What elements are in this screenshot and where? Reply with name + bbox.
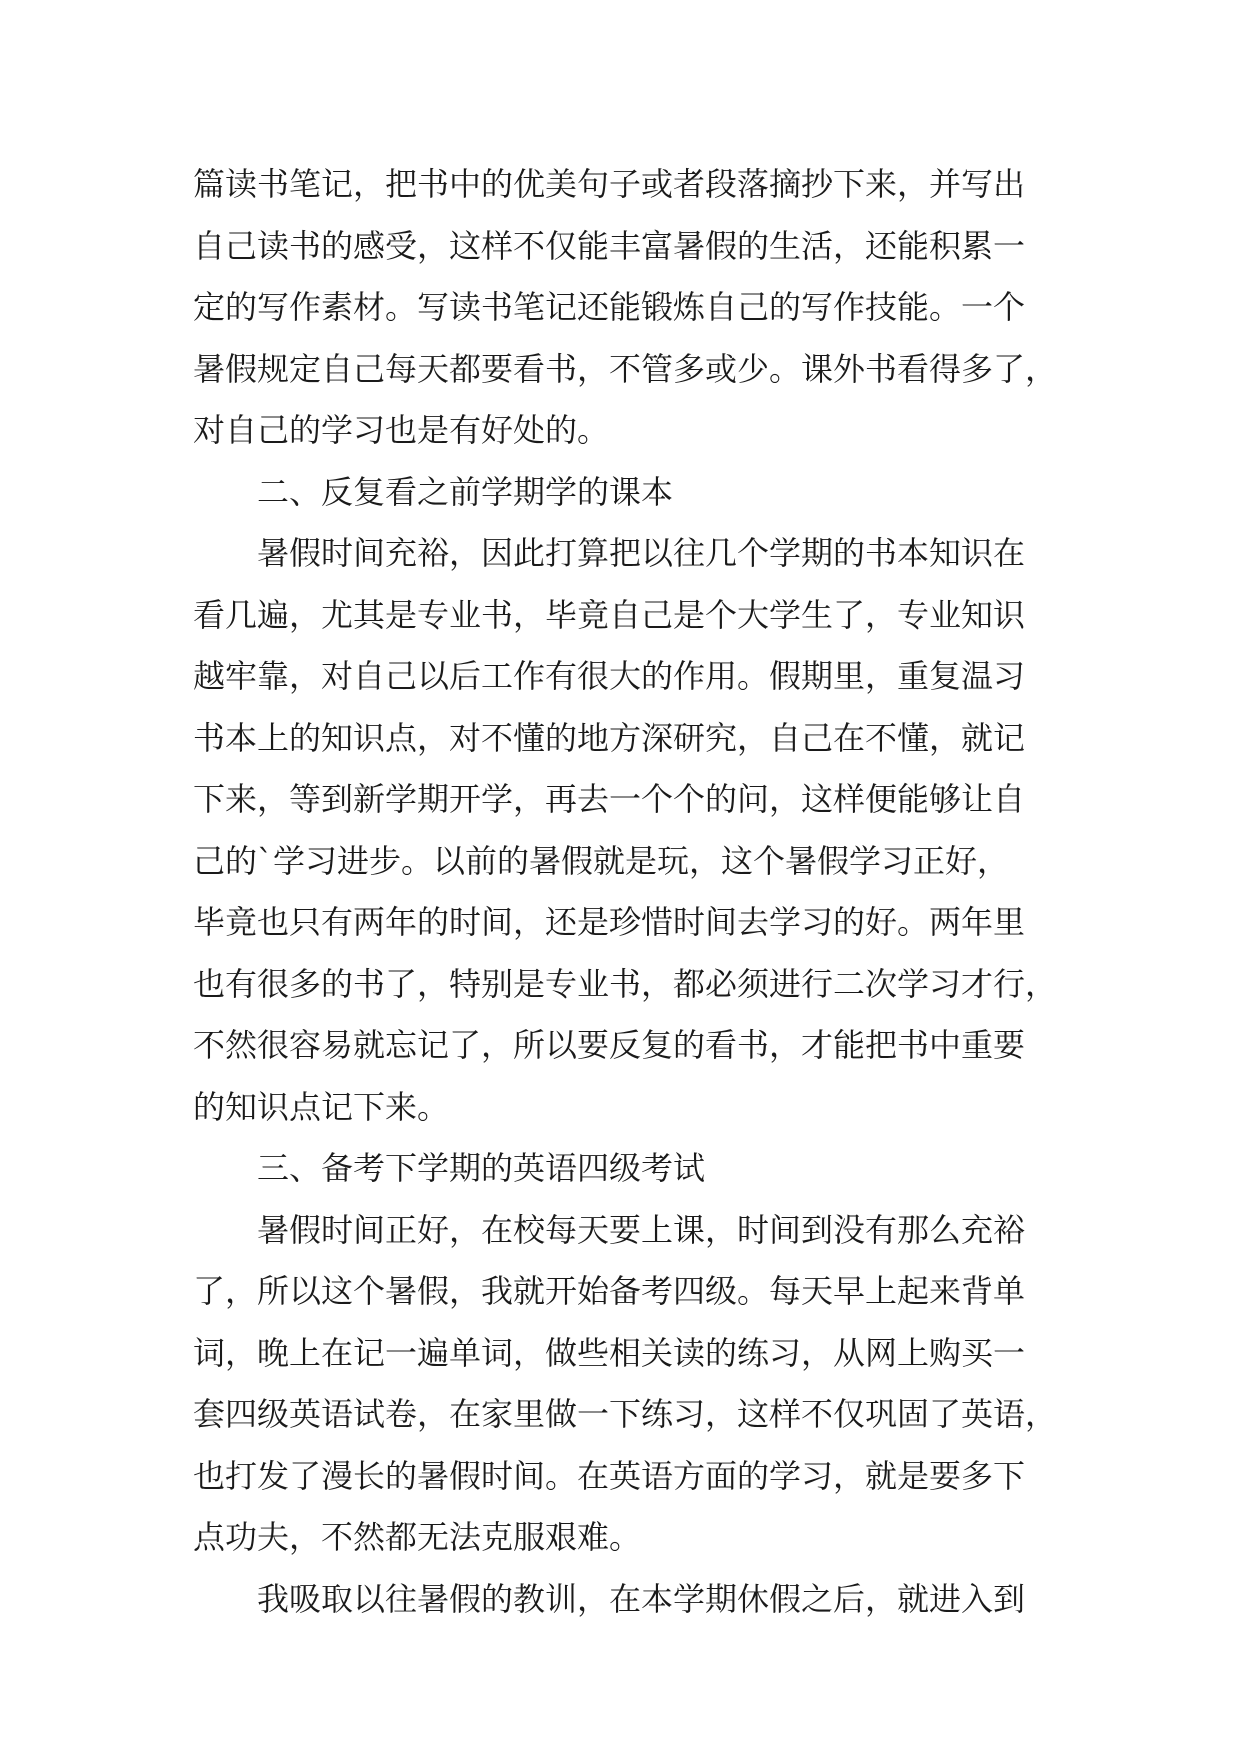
- text-line: 自己读书的感受，这样不仅能丰富暑假的生活，还能积累一: [193, 226, 1026, 265]
- text-line: 了，所以这个暑假，我就开始备考四级。每天早上起来背单: [193, 1272, 1026, 1310]
- text-line: 篇读书笔记，把书中的优美句子或者段落摘抄下来，并写出: [193, 165, 1026, 203]
- section-heading-3: 三、备考下学期的英语四级考试: [257, 1149, 706, 1187]
- text-line: 定的写作素材。写读书笔记还能锻炼自己的写作技能。一个: [193, 288, 1026, 326]
- text-line: 也有很多的书了，特别是专业书，都必须进行二次学习才行，: [193, 964, 1058, 1003]
- text-line: 看几遍，尤其是专业书，毕竟自己是个大学生了，专业知识: [193, 595, 1026, 634]
- text-line: 也打发了漫长的暑假时间。在英语方面的学习，就是要多下: [193, 1456, 1026, 1495]
- paragraph-first-line: 我吸取以往暑假的教训，在本学期休假之后，就进入到: [257, 1579, 1026, 1618]
- text-line: 越牢靠，对自己以后工作有很大的作用。假期里，重复温习: [193, 657, 1026, 695]
- text-line: 书本上的知识点，对不懂的地方深研究，自己在不懂，就记: [193, 718, 1026, 757]
- text-line: 不然很容易就忘记了，所以要反复的看书，才能把书中重要: [193, 1026, 1026, 1064]
- text-line: 毕竟也只有两年的时间，还是珍惜时间去学习的好。两年里: [193, 903, 1026, 941]
- paragraph-first-line: 暑假时间充裕，因此打算把以往几个学期的书本知识在: [257, 534, 1026, 572]
- text-line: 词，晚上在记一遍单词，做些相关读的练习，从网上购买一: [193, 1333, 1026, 1372]
- text-line: 下来，等到新学期开学，再去一个个的问，这样便能够让自: [193, 780, 1026, 818]
- text-line: 点功夫，不然都无法克服艰难。: [193, 1518, 642, 1556]
- text-line: 己的`学习进步。以前的暑假就是玩，这个暑假学习正好，: [193, 841, 1010, 880]
- section-heading-2: 二、反复看之前学期学的课本: [257, 472, 674, 511]
- paragraph-first-line: 暑假时间正好，在校每天要上课，时间到没有那么充裕: [257, 1210, 1026, 1249]
- text-line: 暑假规定自己每天都要看书，不管多或少。课外书看得多了，: [193, 349, 1058, 388]
- text-line: 套四级英语试卷，在家里做一下练习，这样不仅巩固了英语，: [193, 1395, 1058, 1433]
- text-line: 对自己的学习也是有好处的。: [193, 411, 610, 449]
- document-body: [193, 154, 1058, 1630]
- text-line: 的知识点记下来。: [193, 1087, 450, 1126]
